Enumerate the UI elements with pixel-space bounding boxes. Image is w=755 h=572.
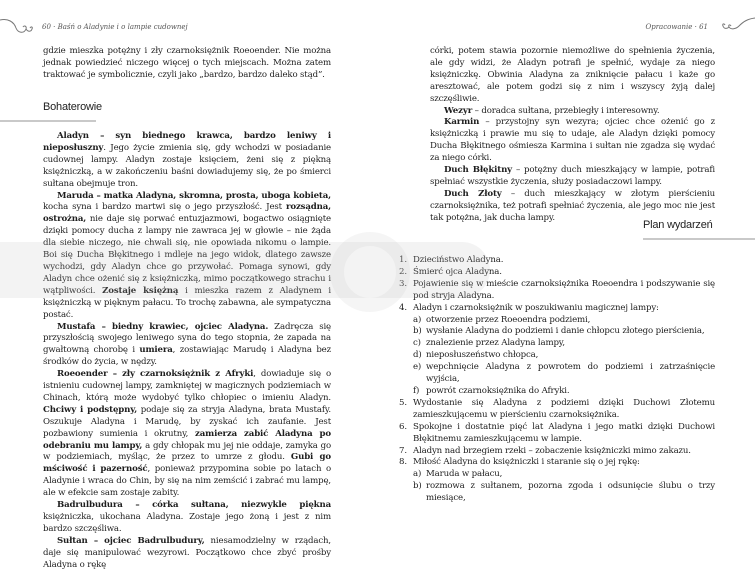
sub-event-text: wysłanie Aladyna do podziemi i danie chłopcu złotego pierścienia, xyxy=(426,326,705,337)
character-name: Badrulbudura – córka sułtana, niezwykle piękna xyxy=(57,500,331,511)
sub-event-text: nieposłuszeństwo chłopca, xyxy=(426,350,539,361)
event-item xyxy=(399,398,715,422)
section-rule xyxy=(0,120,96,122)
character-description: – duch mieszkający w złotym pierścieniu czarnoksiężnika, też potrafi spełniać życzenia, ale jego moc nie jest tak potężna, jak ducha lampy. xyxy=(430,188,716,223)
emphasis: rozsądna, ostrożna, xyxy=(43,202,331,225)
character-name: Aladyn – syn biednego krawca, bardzo leniwy i nieposłuszny xyxy=(43,131,331,153)
sub-event-item xyxy=(413,315,715,327)
character-name: Duch Błękitny xyxy=(444,165,513,176)
event-text: Miłość Aladyna do księżniczki i staranie się o jej rękę: xyxy=(413,457,640,468)
right-page xyxy=(378,0,755,534)
character-name: Duch Złoty xyxy=(444,188,502,199)
event-text: Pojawienie się w mieście czarnoksiężnika Roeoendra i podszywanie się pod stryja Aladyna. xyxy=(413,278,715,301)
event-number: 2. xyxy=(399,266,407,277)
events-plan xyxy=(399,255,715,505)
sub-event-text: powrót czarnoksiężnika do Afryki. xyxy=(426,385,570,396)
sub-event-letter: a) xyxy=(413,469,422,480)
event-text: Śmierć ojca Aladyna. xyxy=(413,266,502,277)
sub-events-list xyxy=(413,315,715,398)
sub-event-item xyxy=(413,326,715,338)
character-name: Sułtan – ojciec Badrulbudury, xyxy=(57,535,205,546)
characters-list-left xyxy=(43,131,331,572)
event-item xyxy=(399,279,715,303)
sub-event-letter: f) xyxy=(413,385,420,396)
sub-event-text: otworzenie przez Roeoendra podziemi, xyxy=(426,314,591,325)
sub-event-text: znalezienie przez Aladyna lampy, xyxy=(426,338,565,349)
emphasis: umiera xyxy=(139,345,173,356)
sub-events-list xyxy=(413,469,715,505)
section-title-bohaterowie: Bohaterowie xyxy=(43,101,102,113)
character-karmin xyxy=(430,117,715,165)
character-aladyn xyxy=(43,131,331,191)
character-badrulbudura xyxy=(43,500,331,536)
running-head-right: Opracowanie · 61 xyxy=(645,23,708,31)
events-list xyxy=(399,255,715,505)
character-description: , zostawiając Marudę i Aladyna bez środków do życia, w nędzy. xyxy=(43,345,331,368)
sub-event-item xyxy=(413,362,715,386)
sub-event-letter: b) xyxy=(413,326,422,337)
sub-event-letter: d) xyxy=(413,350,422,361)
character-description: – potężny duch mieszkający w lampie, potrafi spełniać wszystkie życzenia, służy posiadaczowi lampy. xyxy=(430,165,715,187)
character-description: , ponieważ przypomina sobie po latach o Aladynie i wraca do Chin, by się na nim zemścić i zabrać mu lampę, ale w efekcie sam zostaje zabity. xyxy=(43,464,331,499)
event-text: Spokojne i dostatnie pięć lat Aladyna i jego matki dzięki Duchowi Błękitnemu zamieszkującemu w lampie. xyxy=(413,421,715,444)
left-intro-paragraph xyxy=(43,46,331,82)
intro-text: gdzie mieszka potężny i zły czarnoksiężnik Roeoender. Nie można jednak powiedzieć niczego więcej o tych miejscach. Można zatem traktować je symbolicznie, czyli jako „bardzo, bardzo daleko stąd”. xyxy=(43,46,331,80)
emphasis: Chciwy i podstępny, xyxy=(43,404,138,415)
event-text: Aladyn i czarnoksiężnik w poszukiwaniu magicznej lampy: xyxy=(413,302,659,313)
character-name: Roeoender – zły czarnoksiężnik z Afryki xyxy=(57,369,254,380)
event-item xyxy=(399,446,715,458)
event-text: Wydostanie się Aladyna z podziemi dzięki Duchowi Złotemu zamieszkującemu w pierścieniu czarnoksiężnika. xyxy=(413,397,715,420)
event-number: 7. xyxy=(399,445,407,456)
character-description: , dowiaduje się o istnieniu cudownej lampy, zamkniętej w magicznych podziemiach w Chinach, którą może wydobyć tylko chłopiec o imieniu Aladyn. xyxy=(43,369,331,403)
character-description: – przystojny syn wezyra; ojciec chce ożenić go z księżniczką i prawie mu się to udaje, ale Aladyn dzięki pomocy Ducha Błękitnego ośmiesza Karmina i sułtan nie zgadza się wydać za niego córki. xyxy=(430,117,715,164)
character-description: nie daje się porwać entuzjazmowi, bogactwo osiągnięte dzięki pomocy ducha z lampy nie zawraca jej w głowie – nie żąda dla siebie niczego, nie chwali się, nie opowiada nikomu o lampie. Boi się Ducha Błękitnego i mdleje na jego widok, dlatego zawsze wychodzi, gdy Aladyn chce go przywołać. Pomaga synowi, gdy Aladyn chce ożenić się z księżniczką, mimo początkowego strachu i wątpliwości. xyxy=(43,214,331,296)
sub-event-text: rozmowa z sułtanem, pozorna zgoda i odsunięcie ślubu o trzy miesiące, xyxy=(426,481,715,504)
emphasis: Zostaje księżną xyxy=(102,285,179,296)
emphasis: Gubi go mściwość i pazerność xyxy=(43,452,331,475)
character-duch-blekitny xyxy=(430,165,715,189)
character-name: Mustafa – biedny krawiec, ojciec Aladyna. xyxy=(57,321,269,332)
character-mustafa xyxy=(43,322,331,370)
flourish-ornament-icon xyxy=(719,16,755,38)
event-text: Dzieciństwo Aladyna. xyxy=(413,255,504,265)
character-name: Karmin xyxy=(444,117,480,128)
sub-event-letter: e) xyxy=(413,362,422,373)
sub-event-item xyxy=(413,386,715,398)
character-sultan xyxy=(43,536,331,572)
event-number: 4. xyxy=(399,302,407,313)
character-description: niesamodzielny w rządach, daje się manipulować wezyrowi. Początkowo chce zbyć prośby Aladyna o rękę xyxy=(43,535,331,570)
emphasis: zamierza zabić Aladyna po odebraniu mu lampy, xyxy=(43,428,331,451)
section-title-plan-wydarzen: Plan wydarzeń xyxy=(643,219,713,231)
character-name: Maruda – matka Aladyna, skromna, prosta, uboga kobieta, xyxy=(57,190,331,201)
left-page xyxy=(0,0,377,570)
sub-event-item xyxy=(413,350,715,362)
character-description: Zadręcza się przyszłością swojego leniwego syna do tego stopnia, że zapada na gwałtowną chorobę i xyxy=(43,321,331,356)
character-description: kocha syna i bardzo martwi się o jego przyszłość. Jest xyxy=(43,202,286,213)
event-number: 8. xyxy=(399,457,407,468)
event-item xyxy=(399,457,715,505)
character-name: Wezyr xyxy=(444,105,473,116)
sub-event-letter: a) xyxy=(413,314,422,325)
event-item xyxy=(399,422,715,446)
intro-text: córki, potem stawia pozornie niemożliwe do spełnienia życzenia, ale gdy widzi, że Aladyn potrafi je spełnić, wydaje za niego księżniczkę. Obwinia Aladyna za zniknięcie pałacu i każe go aresztować, ale potem godzi się z nim i wszyscy żyją dalej szczęśliwie. xyxy=(430,46,715,104)
event-number: 1. xyxy=(399,255,407,265)
character-wezyr xyxy=(430,106,715,118)
section-rule xyxy=(643,238,755,240)
character-description: – doradca sułtana, przebiegły i interesowny. xyxy=(472,105,660,116)
sub-event-text: wepchnięcie Aladyna z powrotem do podziemi i zatrzaśnięcie wyjścia, xyxy=(426,362,715,385)
event-item xyxy=(399,303,715,398)
event-text: Aladyn nad brzegiem rzeki – zobaczenie księżniczki mimo zakazu. xyxy=(413,445,691,456)
sub-event-item xyxy=(413,469,715,481)
event-number: 5. xyxy=(399,397,407,408)
sub-event-letter: b) xyxy=(413,481,422,492)
character-description: . Jego życie zmienia się, gdy wchodzi w posiadanie cudownej lampy. Aladyn zostaje księciem, żeni się z piękną księżniczką, a w zakończeniu baśni dowiadujemy się, że po śmierci sułtana obejmuje tron. xyxy=(43,142,331,189)
sub-event-text: Maruda w pałacu, xyxy=(426,469,503,480)
event-number: 3. xyxy=(399,278,407,289)
right-intro-paragraph xyxy=(430,46,715,225)
character-maruda xyxy=(43,191,331,322)
character-description: a gdy chłopak mu jej nie oddaje, zamyka go w podziemiach, myśląc, że przez to umrze z głodu. xyxy=(43,440,331,463)
flourish-ornament-icon xyxy=(0,16,36,38)
sub-event-letter: c) xyxy=(413,338,421,349)
sub-event-item xyxy=(413,481,715,505)
event-item xyxy=(399,255,715,267)
character-description: księżniczka, ukochana Aladyna. Zostaje jego żoną i jest z nim bardzo szczęśliwa. xyxy=(43,512,331,534)
event-item xyxy=(399,267,715,279)
character-description: podaje się za stryja Aladyna, brata Mustafy. Oszukuje Aladyna i Marudę, by zyskać ich zaufanie. Jest pozbawiony sumienia i okrutny, xyxy=(43,404,331,439)
character-description: i mieszka razem z Aladynem i księżniczką w pięknym pałacu. To trochę zabawna, ale sympatyczna postać. xyxy=(43,285,332,320)
event-number: 6. xyxy=(399,421,407,432)
character-roeoender xyxy=(43,369,331,500)
sub-event-item xyxy=(413,338,715,350)
running-head-left: 60 · Baśń o Aladynie i o lampie cudownej xyxy=(42,23,188,31)
